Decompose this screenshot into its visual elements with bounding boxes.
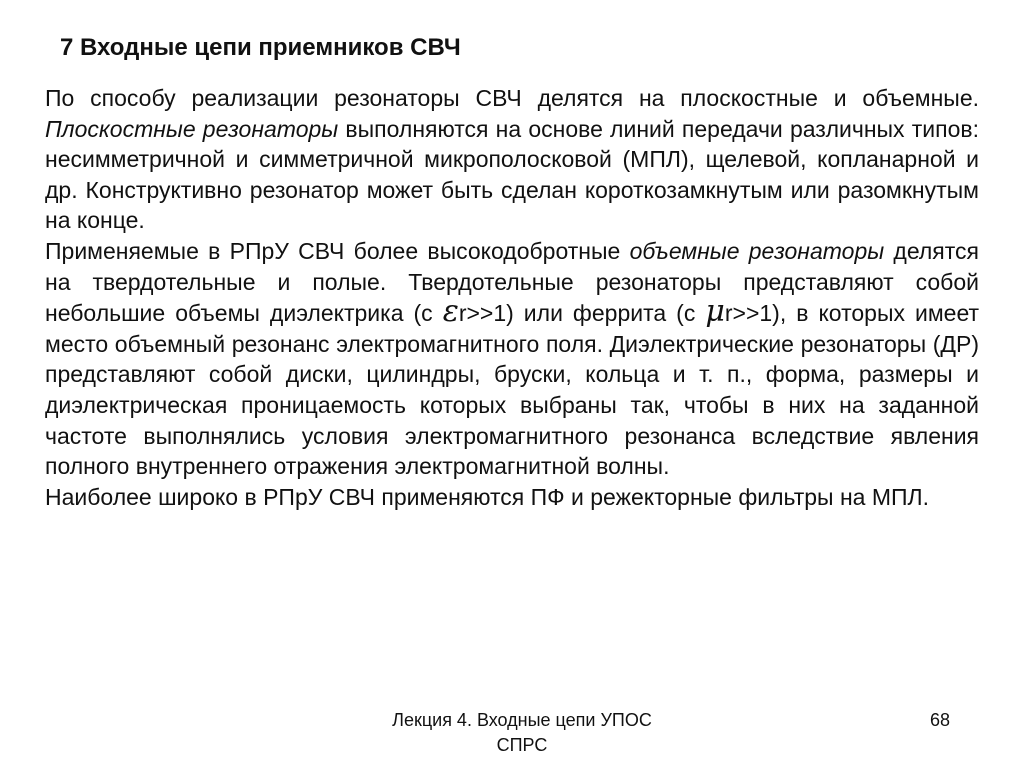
mu-symbol: μ: [705, 294, 725, 330]
p2-text-b: делятся на твердотельные и полые. Твердотельные резонаторы представляют собой небольшие объемы диэлектрика (с: [45, 237, 979, 327]
p2-italic-term: объемные резонаторы: [629, 237, 885, 264]
paragraph-3: [45, 482, 979, 513]
footer-line-2: СПРС: [496, 735, 548, 755]
p1-text-b: выполняются на основе линий передачи различных типов: несимметричной и симметричной микрополосковой (МПЛ), щелевой, копланарной и др. Конструктивно резонатор может быть сделан короткозамкнутым или разомкнутым на конце.: [45, 115, 979, 234]
paragraph-1: [45, 83, 979, 236]
p3-text: Наиболее широко в РПрУ СВЧ применяются ПФ и режекторные фильтры на МПЛ.: [45, 483, 930, 510]
page-number: 68: [930, 710, 951, 730]
footer-caption: [0, 708, 1024, 758]
epsilon-symbol: ε: [442, 294, 459, 330]
slide-title: 7 Входные цепи приемников СВЧ: [60, 34, 461, 61]
p1-text-a: По способу реализации резонаторы СВЧ делятся на плоскостные и объемные.: [45, 85, 979, 111]
p2-text-a: Применяемые в РПрУ СВЧ более высокодобротные: [45, 237, 630, 264]
p2-text-c: r>>1) или феррита (с: [458, 300, 706, 327]
footer-line-1: Лекция 4. Входные цепи УПОС: [392, 710, 652, 730]
p2-text-d: r>>1), в которых имеет место объемный резонанс электромагнитного поля. Диэлектрические резонаторы (ДР) представляют собой диски, цилиндры, бруски, кольца и т. п., форма, размеры и диэлектрическая проницаемость которых выбраны так, чтобы в них на заданной частоте выполнялись условия электромагнитного резонанса вследствие явления полного внутреннего отражения электромагнитной волны.: [45, 300, 980, 480]
paragraph-2: [45, 236, 979, 482]
p1-italic-term: Плоскостные резонаторы: [45, 115, 339, 142]
slide-body: [45, 83, 979, 512]
